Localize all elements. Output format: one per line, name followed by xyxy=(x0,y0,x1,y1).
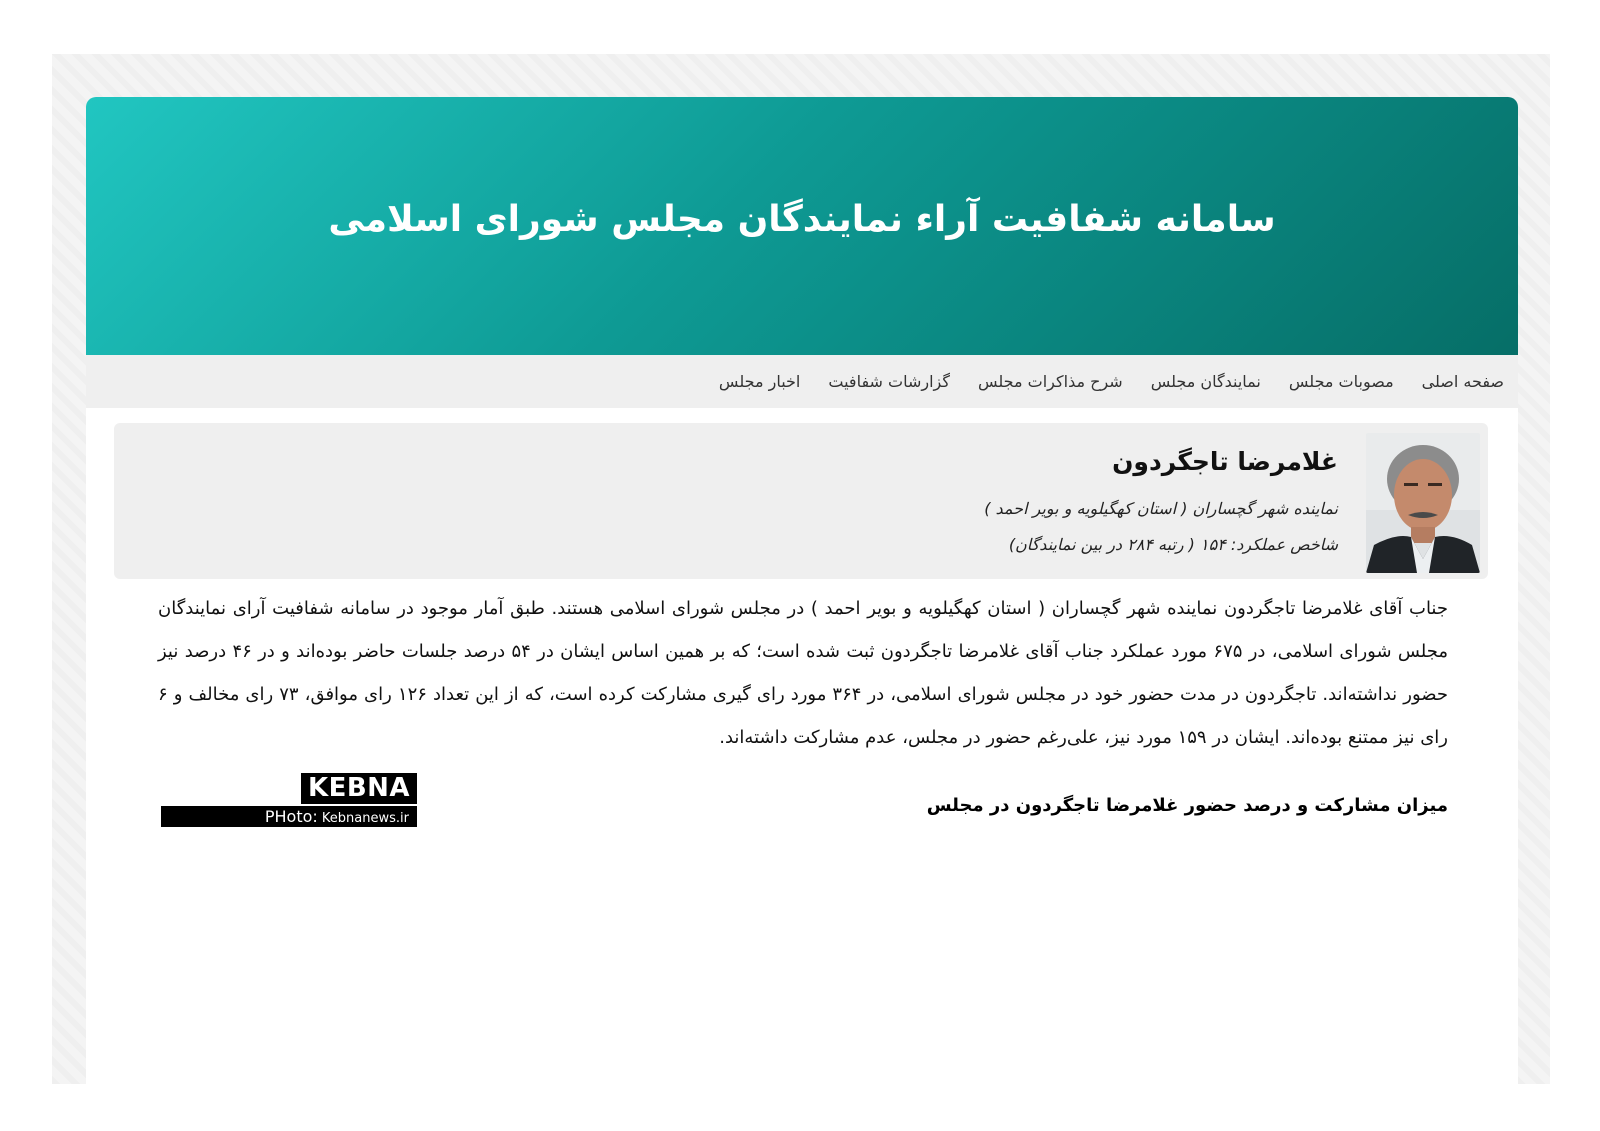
nav-item-debates[interactable]: شرح مذاکرات مجلس xyxy=(977,372,1123,391)
logo-photo-label: PHoto: xyxy=(264,807,318,826)
mp-name: غلامرضا تاجگردون xyxy=(1112,447,1338,476)
mp-performance-score: شاخص عملکرد: ۱۵۴ ( رتبه ۲۸۴ در بین نمایندگان) xyxy=(1008,535,1338,554)
logo-photo-credit xyxy=(161,806,417,827)
logo-brand: KEBNA xyxy=(301,773,417,804)
nav-item-transparency-reports[interactable]: گزارشات شفافیت xyxy=(828,372,950,391)
profile-card xyxy=(114,423,1488,579)
nav-item-home[interactable]: صفحه اصلی xyxy=(1421,372,1504,391)
mp-constituency: نماینده شهر گچساران ( استان کهگیلویه و بویر احمد ) xyxy=(984,499,1338,518)
participation-section-title: میزان مشارکت و درصد حضور غلامرضا تاجگردون در مجلس xyxy=(926,795,1448,816)
logo-site: Kebnanews.ir xyxy=(321,811,409,826)
nav-item-representatives[interactable]: نمایندگان مجلس xyxy=(1150,372,1261,391)
site-header xyxy=(86,97,1518,355)
mp-summary-paragraph: جناب آقای غلامرضا تاجگردون نماینده شهر گچساران ( استان کهگیلویه و بویر احمد ) در مجلس شورای اسلامی هستند. طبق آمار موجود در سامانه شفافیت آرای نمایندگان مجلس شورای اسلامی، در ۶۷۵ مورد عملکرد جناب آقای غلامرضا تاجگردون ثبت شده است؛ که بر همین اساس ایشان در ۵۴ درصد جلسات حاضر بوده‌اند و در ۴۶ درصد نیز حضور نداشته‌اند. تاجگردون در مدت حضور خود در مجلس شورای اسلامی، در ۳۶۴ مورد رای گیری مشارکت کرده است، که از این تعداد ۱۲۶ رای موافق، ۷۳ رای مخالف و ۶ رای نیز ممتنع بوده‌اند. ایشان در ۱۵۹ مورد نیز، علی‌رغم حضور در مجلس، عدم مشارکت داشته‌اند. xyxy=(158,598,1449,748)
nav-item-resolutions[interactable]: مصوبات مجلس xyxy=(1288,372,1394,391)
profile-photo xyxy=(1366,433,1480,573)
main-card xyxy=(86,97,1518,1084)
kebna-watermark-logo xyxy=(161,773,417,827)
site-title: سامانه شفافیت آراء نمایندگان مجلس شورای اسلامی xyxy=(328,198,1276,240)
nav-item-news[interactable]: اخبار مجلس xyxy=(718,372,801,391)
main-nav xyxy=(86,355,1518,408)
